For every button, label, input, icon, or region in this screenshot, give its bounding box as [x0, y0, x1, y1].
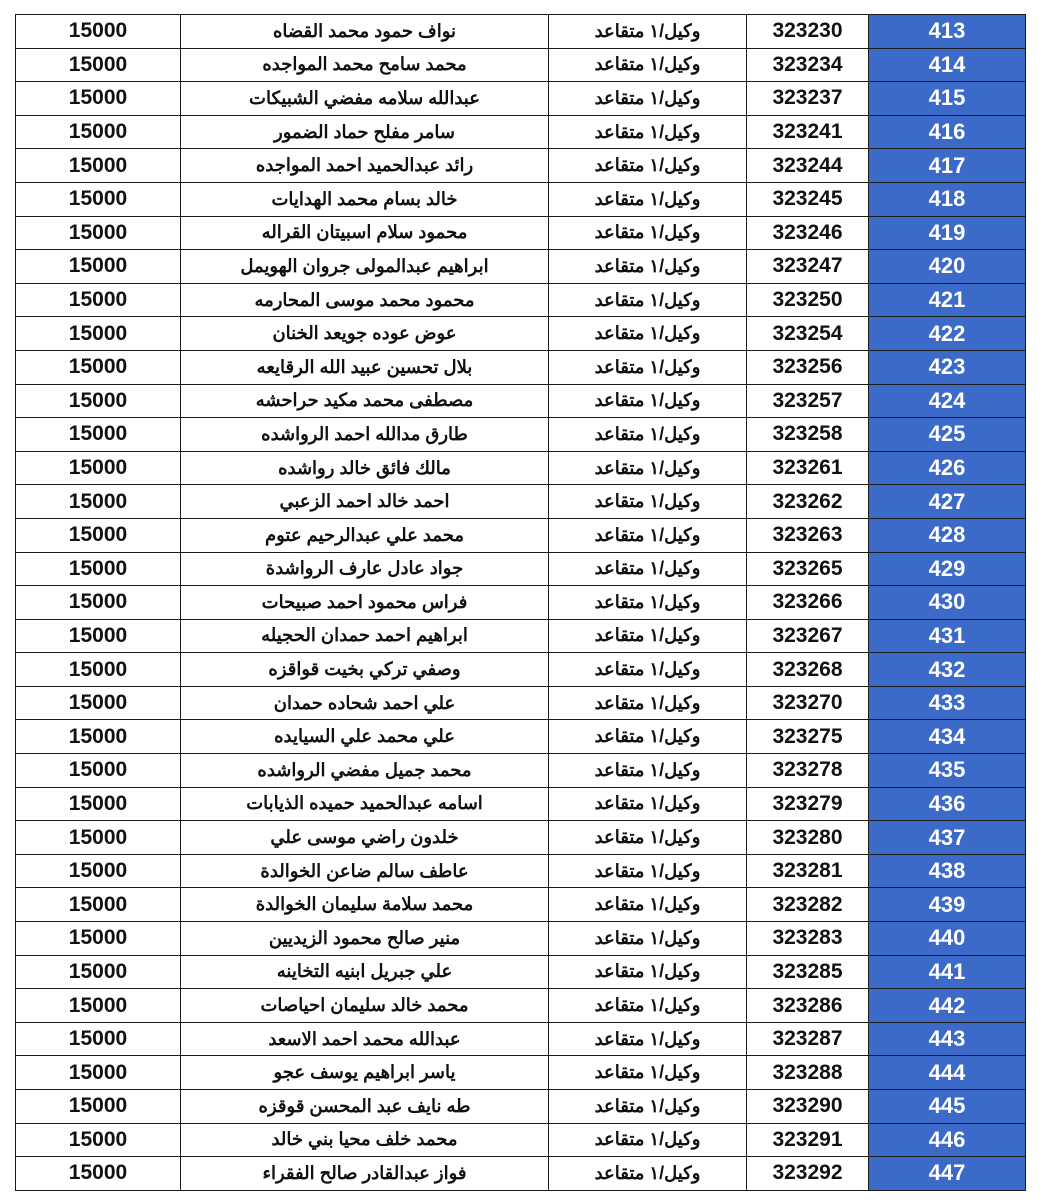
rank-cell: وكيل/١ متقاعد: [549, 653, 747, 687]
name-cell: خالد بسام محمد الهدايات: [181, 182, 549, 216]
id-number-cell: 323288: [747, 1056, 869, 1090]
name-cell: محمد خالد سليمان احياصات: [181, 989, 549, 1023]
table-row: [16, 485, 1026, 519]
table-row: [16, 48, 1026, 82]
rank-cell: وكيل/١ متقاعد: [549, 216, 747, 250]
amount-cell: 15000: [16, 821, 181, 855]
table-row: [16, 250, 1026, 284]
row-index-cell: 416: [869, 115, 1026, 149]
name-cell: محمد علي عبدالرحيم عتوم: [181, 518, 549, 552]
name-cell: طه نايف عبد المحسن قوقزه: [181, 1090, 549, 1124]
id-number-cell: 323258: [747, 418, 869, 452]
table-row: [16, 418, 1026, 452]
row-index-cell: 431: [869, 619, 1026, 653]
rank-cell: وكيل/١ متقاعد: [549, 250, 747, 284]
table-row: [16, 787, 1026, 821]
name-cell: فواز عبدالقادر صالح الفقراء: [181, 1157, 549, 1191]
id-number-cell: 323279: [747, 787, 869, 821]
rank-cell: وكيل/١ متقاعد: [549, 821, 747, 855]
amount-cell: 15000: [16, 653, 181, 687]
row-index-cell: 417: [869, 149, 1026, 183]
name-cell: طارق مدالله احمد الرواشده: [181, 418, 549, 452]
row-index-cell: 438: [869, 854, 1026, 888]
id-number-cell: 323278: [747, 754, 869, 788]
table-row: [16, 1123, 1026, 1157]
amount-cell: 15000: [16, 451, 181, 485]
amount-cell: 15000: [16, 48, 181, 82]
id-number-cell: 323254: [747, 317, 869, 351]
row-index-cell: 430: [869, 586, 1026, 620]
rank-cell: وكيل/١ متقاعد: [549, 619, 747, 653]
amount-cell: 15000: [16, 485, 181, 519]
rank-cell: وكيل/١ متقاعد: [549, 922, 747, 956]
name-cell: مصطفى محمد مكيد حراحشه: [181, 384, 549, 418]
table-row: [16, 1056, 1026, 1090]
table-row: [16, 451, 1026, 485]
rank-cell: وكيل/١ متقاعد: [549, 518, 747, 552]
table-row: [16, 586, 1026, 620]
name-cell: جواد عادل عارف الرواشدة: [181, 552, 549, 586]
table-row: [16, 955, 1026, 989]
row-index-cell: 447: [869, 1157, 1026, 1191]
table-row: [16, 216, 1026, 250]
table-row: [16, 821, 1026, 855]
id-number-cell: 323282: [747, 888, 869, 922]
name-cell: محمود محمد موسى المحارمه: [181, 283, 549, 317]
amount-cell: 15000: [16, 317, 181, 351]
name-cell: محمد خلف محيا بني خالد: [181, 1123, 549, 1157]
amount-cell: 15000: [16, 754, 181, 788]
rank-cell: وكيل/١ متقاعد: [549, 317, 747, 351]
amount-cell: 15000: [16, 586, 181, 620]
rank-cell: وكيل/١ متقاعد: [549, 720, 747, 754]
amount-cell: 15000: [16, 922, 181, 956]
table-row: [16, 754, 1026, 788]
row-index-cell: 429: [869, 552, 1026, 586]
name-cell: ياسر ابراهيم يوسف عجو: [181, 1056, 549, 1090]
table-row: [16, 384, 1026, 418]
id-number-cell: 323290: [747, 1090, 869, 1124]
amount-cell: 15000: [16, 115, 181, 149]
rank-cell: وكيل/١ متقاعد: [549, 350, 747, 384]
name-cell: سامر مفلح حماد الضمور: [181, 115, 549, 149]
name-cell: خلدون راضي موسى علي: [181, 821, 549, 855]
amount-cell: 15000: [16, 552, 181, 586]
id-number-cell: 323281: [747, 854, 869, 888]
table-row: [16, 149, 1026, 183]
name-cell: ابراهيم عبدالمولى جروان الهويمل: [181, 250, 549, 284]
table-row: [16, 1157, 1026, 1191]
rank-cell: وكيل/١ متقاعد: [549, 15, 747, 49]
row-index-cell: 442: [869, 989, 1026, 1023]
amount-cell: 15000: [16, 955, 181, 989]
row-index-cell: 440: [869, 922, 1026, 956]
id-number-cell: 323265: [747, 552, 869, 586]
name-cell: رائد عبدالحميد احمد المواجده: [181, 149, 549, 183]
table-row: [16, 989, 1026, 1023]
name-cell: علي احمد شحاده حمدان: [181, 686, 549, 720]
row-index-cell: 427: [869, 485, 1026, 519]
id-number-cell: 323261: [747, 451, 869, 485]
amount-cell: 15000: [16, 283, 181, 317]
id-number-cell: 323268: [747, 653, 869, 687]
amount-cell: 15000: [16, 787, 181, 821]
id-number-cell: 323291: [747, 1123, 869, 1157]
row-index-cell: 441: [869, 955, 1026, 989]
table-row: [16, 15, 1026, 49]
row-index-cell: 422: [869, 317, 1026, 351]
row-index-cell: 445: [869, 1090, 1026, 1124]
rank-cell: وكيل/١ متقاعد: [549, 1090, 747, 1124]
rank-cell: وكيل/١ متقاعد: [549, 485, 747, 519]
amount-cell: 15000: [16, 15, 181, 49]
name-cell: محمود سلام اسبيتان القراله: [181, 216, 549, 250]
table-row: [16, 888, 1026, 922]
rank-cell: وكيل/١ متقاعد: [549, 182, 747, 216]
rank-cell: وكيل/١ متقاعد: [549, 787, 747, 821]
amount-cell: 15000: [16, 720, 181, 754]
row-index-cell: 415: [869, 82, 1026, 116]
rank-cell: وكيل/١ متقاعد: [549, 888, 747, 922]
rank-cell: وكيل/١ متقاعد: [549, 955, 747, 989]
id-number-cell: 323262: [747, 485, 869, 519]
id-number-cell: 323256: [747, 350, 869, 384]
amount-cell: 15000: [16, 686, 181, 720]
table-row: [16, 283, 1026, 317]
rank-cell: وكيل/١ متقاعد: [549, 418, 747, 452]
name-cell: احمد خالد احمد الزعبي: [181, 485, 549, 519]
rank-cell: وكيل/١ متقاعد: [549, 552, 747, 586]
id-number-cell: 323286: [747, 989, 869, 1023]
table-row: [16, 552, 1026, 586]
table-row: [16, 317, 1026, 351]
name-cell: محمد سامح محمد المواجده: [181, 48, 549, 82]
name-cell: مالك فائق خالد رواشده: [181, 451, 549, 485]
id-number-cell: 323237: [747, 82, 869, 116]
row-index-cell: 421: [869, 283, 1026, 317]
id-number-cell: 323234: [747, 48, 869, 82]
rank-cell: وكيل/١ متقاعد: [549, 451, 747, 485]
rank-cell: وكيل/١ متقاعد: [549, 854, 747, 888]
rank-cell: وكيل/١ متقاعد: [549, 384, 747, 418]
table-row: [16, 115, 1026, 149]
row-index-cell: 439: [869, 888, 1026, 922]
row-index-cell: 423: [869, 350, 1026, 384]
rank-cell: وكيل/١ متقاعد: [549, 283, 747, 317]
rank-cell: وكيل/١ متقاعد: [549, 1123, 747, 1157]
row-index-cell: 443: [869, 1022, 1026, 1056]
row-index-cell: 433: [869, 686, 1026, 720]
amount-cell: 15000: [16, 182, 181, 216]
row-index-cell: 426: [869, 451, 1026, 485]
id-number-cell: 323241: [747, 115, 869, 149]
amount-cell: 15000: [16, 384, 181, 418]
amount-cell: 15000: [16, 854, 181, 888]
id-number-cell: 323250: [747, 283, 869, 317]
table-row: [16, 82, 1026, 116]
amount-cell: 15000: [16, 1123, 181, 1157]
row-index-cell: 437: [869, 821, 1026, 855]
row-index-cell: 413: [869, 15, 1026, 49]
row-index-cell: 444: [869, 1056, 1026, 1090]
id-number-cell: 323266: [747, 586, 869, 620]
name-cell: نواف حمود محمد القضاه: [181, 15, 549, 49]
name-cell: بلال تحسين عبيد الله الرقايعه: [181, 350, 549, 384]
name-cell: محمد جميل مفضي الرواشده: [181, 754, 549, 788]
row-index-cell: 414: [869, 48, 1026, 82]
rank-cell: وكيل/١ متقاعد: [549, 1157, 747, 1191]
amount-cell: 15000: [16, 216, 181, 250]
rank-cell: وكيل/١ متقاعد: [549, 48, 747, 82]
name-cell: علي جبريل ابنيه التخاينه: [181, 955, 549, 989]
table-row: [16, 1090, 1026, 1124]
name-cell: عوض عوده جويعد الخنان: [181, 317, 549, 351]
row-index-cell: 424: [869, 384, 1026, 418]
id-number-cell: 323263: [747, 518, 869, 552]
table-row: [16, 350, 1026, 384]
row-index-cell: 434: [869, 720, 1026, 754]
id-number-cell: 323285: [747, 955, 869, 989]
id-number-cell: 323275: [747, 720, 869, 754]
rank-cell: وكيل/١ متقاعد: [549, 82, 747, 116]
amount-cell: 15000: [16, 619, 181, 653]
id-number-cell: 323244: [747, 149, 869, 183]
row-index-cell: 435: [869, 754, 1026, 788]
amount-cell: 15000: [16, 1056, 181, 1090]
name-cell: منير صالح محمود الزيديين: [181, 922, 549, 956]
amount-cell: 15000: [16, 518, 181, 552]
roster-sheet: [15, 14, 1023, 1191]
table-row: [16, 720, 1026, 754]
rank-cell: وكيل/١ متقاعد: [549, 1056, 747, 1090]
name-cell: علي محمد علي السيايده: [181, 720, 549, 754]
rank-cell: وكيل/١ متقاعد: [549, 989, 747, 1023]
rank-cell: وكيل/١ متقاعد: [549, 115, 747, 149]
amount-cell: 15000: [16, 149, 181, 183]
name-cell: فراس محمود احمد صبيحات: [181, 586, 549, 620]
table-row: [16, 922, 1026, 956]
name-cell: عاطف سالم ضاعن الخوالدة: [181, 854, 549, 888]
name-cell: اسامه عبدالحميد حميده الذيابات: [181, 787, 549, 821]
id-number-cell: 323267: [747, 619, 869, 653]
id-number-cell: 323292: [747, 1157, 869, 1191]
row-index-cell: 432: [869, 653, 1026, 687]
id-number-cell: 323270: [747, 686, 869, 720]
row-index-cell: 420: [869, 250, 1026, 284]
amount-cell: 15000: [16, 1157, 181, 1191]
roster-table: [15, 14, 1026, 1191]
table-row: [16, 518, 1026, 552]
amount-cell: 15000: [16, 82, 181, 116]
amount-cell: 15000: [16, 418, 181, 452]
table-row: [16, 619, 1026, 653]
row-index-cell: 428: [869, 518, 1026, 552]
id-number-cell: 323287: [747, 1022, 869, 1056]
id-number-cell: 323280: [747, 821, 869, 855]
amount-cell: 15000: [16, 888, 181, 922]
name-cell: عبدالله محمد احمد الاسعد: [181, 1022, 549, 1056]
id-number-cell: 323230: [747, 15, 869, 49]
id-number-cell: 323245: [747, 182, 869, 216]
id-number-cell: 323247: [747, 250, 869, 284]
row-index-cell: 418: [869, 182, 1026, 216]
row-index-cell: 425: [869, 418, 1026, 452]
roster-table-body: [16, 15, 1026, 1191]
amount-cell: 15000: [16, 350, 181, 384]
row-index-cell: 436: [869, 787, 1026, 821]
name-cell: عبدالله سلامه مفضي الشبيكات: [181, 82, 549, 116]
name-cell: محمد سلامة سليمان الخوالدة: [181, 888, 549, 922]
rank-cell: وكيل/١ متقاعد: [549, 1022, 747, 1056]
rank-cell: وكيل/١ متقاعد: [549, 754, 747, 788]
id-number-cell: 323283: [747, 922, 869, 956]
amount-cell: 15000: [16, 989, 181, 1023]
table-row: [16, 653, 1026, 687]
amount-cell: 15000: [16, 1022, 181, 1056]
name-cell: ابراهيم احمد حمدان الحجيله: [181, 619, 549, 653]
rank-cell: وكيل/١ متقاعد: [549, 586, 747, 620]
row-index-cell: 419: [869, 216, 1026, 250]
rank-cell: وكيل/١ متقاعد: [549, 686, 747, 720]
table-row: [16, 182, 1026, 216]
table-row: [16, 1022, 1026, 1056]
id-number-cell: 323257: [747, 384, 869, 418]
row-index-cell: 446: [869, 1123, 1026, 1157]
rank-cell: وكيل/١ متقاعد: [549, 149, 747, 183]
name-cell: وصفي تركي بخيت قواقزه: [181, 653, 549, 687]
table-row: [16, 854, 1026, 888]
amount-cell: 15000: [16, 1090, 181, 1124]
amount-cell: 15000: [16, 250, 181, 284]
id-number-cell: 323246: [747, 216, 869, 250]
table-row: [16, 686, 1026, 720]
